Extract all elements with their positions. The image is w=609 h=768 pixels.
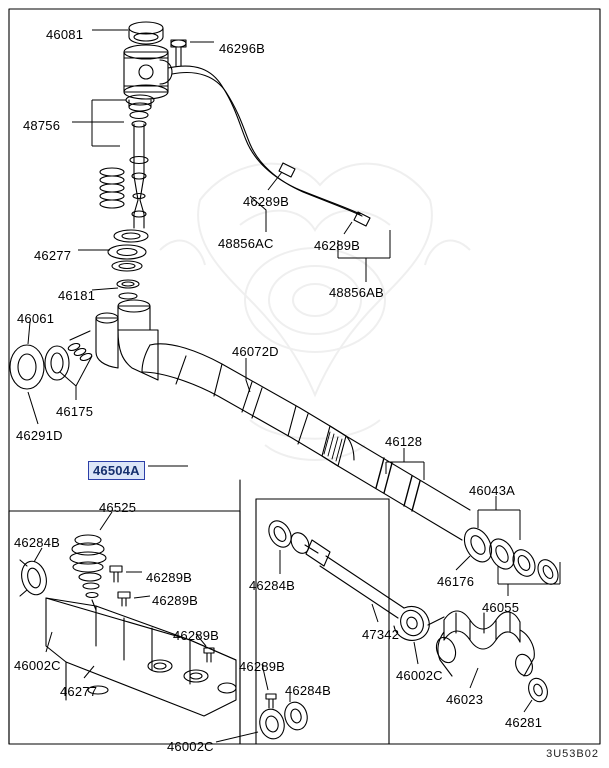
- part-label-48856ac: 48856AC: [218, 236, 274, 251]
- part-label-48756: 48756: [23, 118, 61, 133]
- part-label-46289b: 46289B: [152, 593, 199, 608]
- part-label-46281: 46281: [505, 715, 543, 730]
- part-label-46055: 46055: [482, 600, 520, 615]
- part-label-46176: 46176: [437, 574, 475, 589]
- part-label-46284b: 46284B: [14, 535, 61, 550]
- part-label-46081: 46081: [46, 27, 84, 42]
- part-label-46072d: 46072D: [232, 344, 279, 359]
- part-label-46128: 46128: [385, 434, 423, 449]
- part-label-46175: 46175: [56, 404, 94, 419]
- part-label-46284b: 46284B: [285, 683, 332, 698]
- part-label-46061: 46061: [17, 311, 55, 326]
- part-label-46289b: 46289B: [314, 238, 361, 253]
- part-label-46002c: 46002C: [396, 668, 443, 683]
- part-label-46043a: 46043A: [469, 483, 516, 498]
- part-label-48856ab: 48856AB: [329, 285, 384, 300]
- part-label-46002c: 46002C: [167, 739, 214, 754]
- diagram-code: 3U53B02: [546, 748, 599, 760]
- part-label-46289b: 46289B: [239, 659, 286, 674]
- part-label-47342: 47342: [362, 627, 400, 642]
- part-label-46023: 46023: [446, 692, 484, 707]
- part-label-46296b: 46296B: [219, 41, 266, 56]
- part-label-46284b: 46284B: [249, 578, 296, 593]
- part-label-46525: 46525: [99, 500, 137, 515]
- part-label-46289b: 46289B: [243, 194, 290, 209]
- part-label-46002c: 46002C: [14, 658, 61, 673]
- part-label-46181: 46181: [58, 288, 96, 303]
- part-label-46504a[interactable]: 46504A: [88, 461, 145, 480]
- part-label-46289b: 46289B: [173, 628, 220, 643]
- part-label-46277: 46277: [60, 684, 98, 699]
- part-label-46289b: 46289B: [146, 570, 193, 585]
- part-label-46291d: 46291D: [16, 428, 63, 443]
- part-label-46277: 46277: [34, 248, 72, 263]
